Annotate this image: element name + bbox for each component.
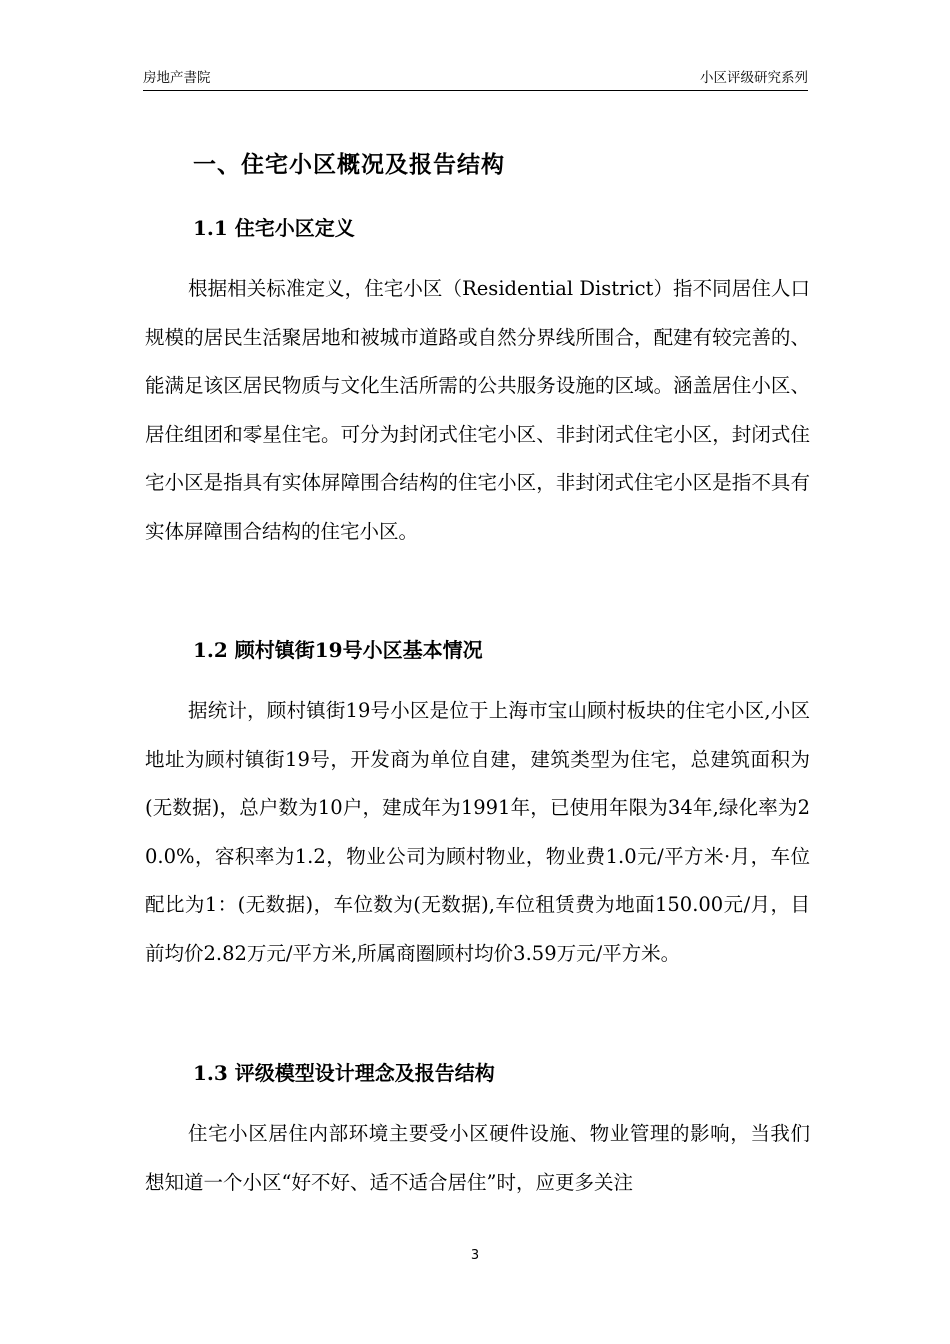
section-heading-1-1: 1.1 住宅小区定义 bbox=[193, 216, 355, 240]
header-divider bbox=[143, 90, 808, 91]
header-publisher: 房地产書院 bbox=[143, 70, 211, 86]
header-series-title: 小区评级研究系列 bbox=[700, 70, 808, 86]
page-number: 3 bbox=[470, 1248, 480, 1263]
section-paragraph-1-1: 根据相关标准定义，住宅小区（Residential District）指不同居住人口规模的居民生活聚居地和被城市道路或自然分界线所围合，配建有较完善的、能满足该区居民物质与文化生活所需的公共服务设施的区域。涵盖居住小区、居住组团和零星住宅。可分为封闭式住宅小区、非封闭式住宅小区，封闭式住宅小区是指具有实体屏障围合结构的住宅小区，非封闭式住宅小区是指不具有实体屏障围合结构的住宅小区。 bbox=[145, 277, 810, 543]
section-heading-1-2: 1.2 顾村镇街19号小区基本情况 bbox=[193, 638, 483, 662]
page-header bbox=[143, 66, 808, 90]
chapter-title: 一、住宅小区概况及报告结构 bbox=[193, 151, 505, 178]
section-paragraph-1-3: 住宅小区居住内部环境主要受小区硬件设施、物业管理的影响，当我们想知道一个小区“好不好、适不适合居住”时，应更多关注 bbox=[145, 1122, 810, 1194]
section-paragraph-1-2: 据统计，顾村镇街19号小区是位于上海市宝山顾村板块的住宅小区,小区地址为顾村镇街19号，开发商为单位自建，建筑类型为住宅，总建筑面积为(无数据)，总户数为10户，建成年为1991年，已使用年限为34年,绿化率为20.0%，容积率为1.2，物业公司为顾村物业，物业费1.0元/平方米·月，车位配比为1：(无数据)，车位数为(无数据),车位租赁费为地面150.00元/月，目前均价2.82万元/平方米,所属商圈顾村均价3.59万元/平方米。 bbox=[145, 699, 810, 965]
section-heading-1-3: 1.3 评级模型设计理念及报告结构 bbox=[193, 1061, 495, 1085]
